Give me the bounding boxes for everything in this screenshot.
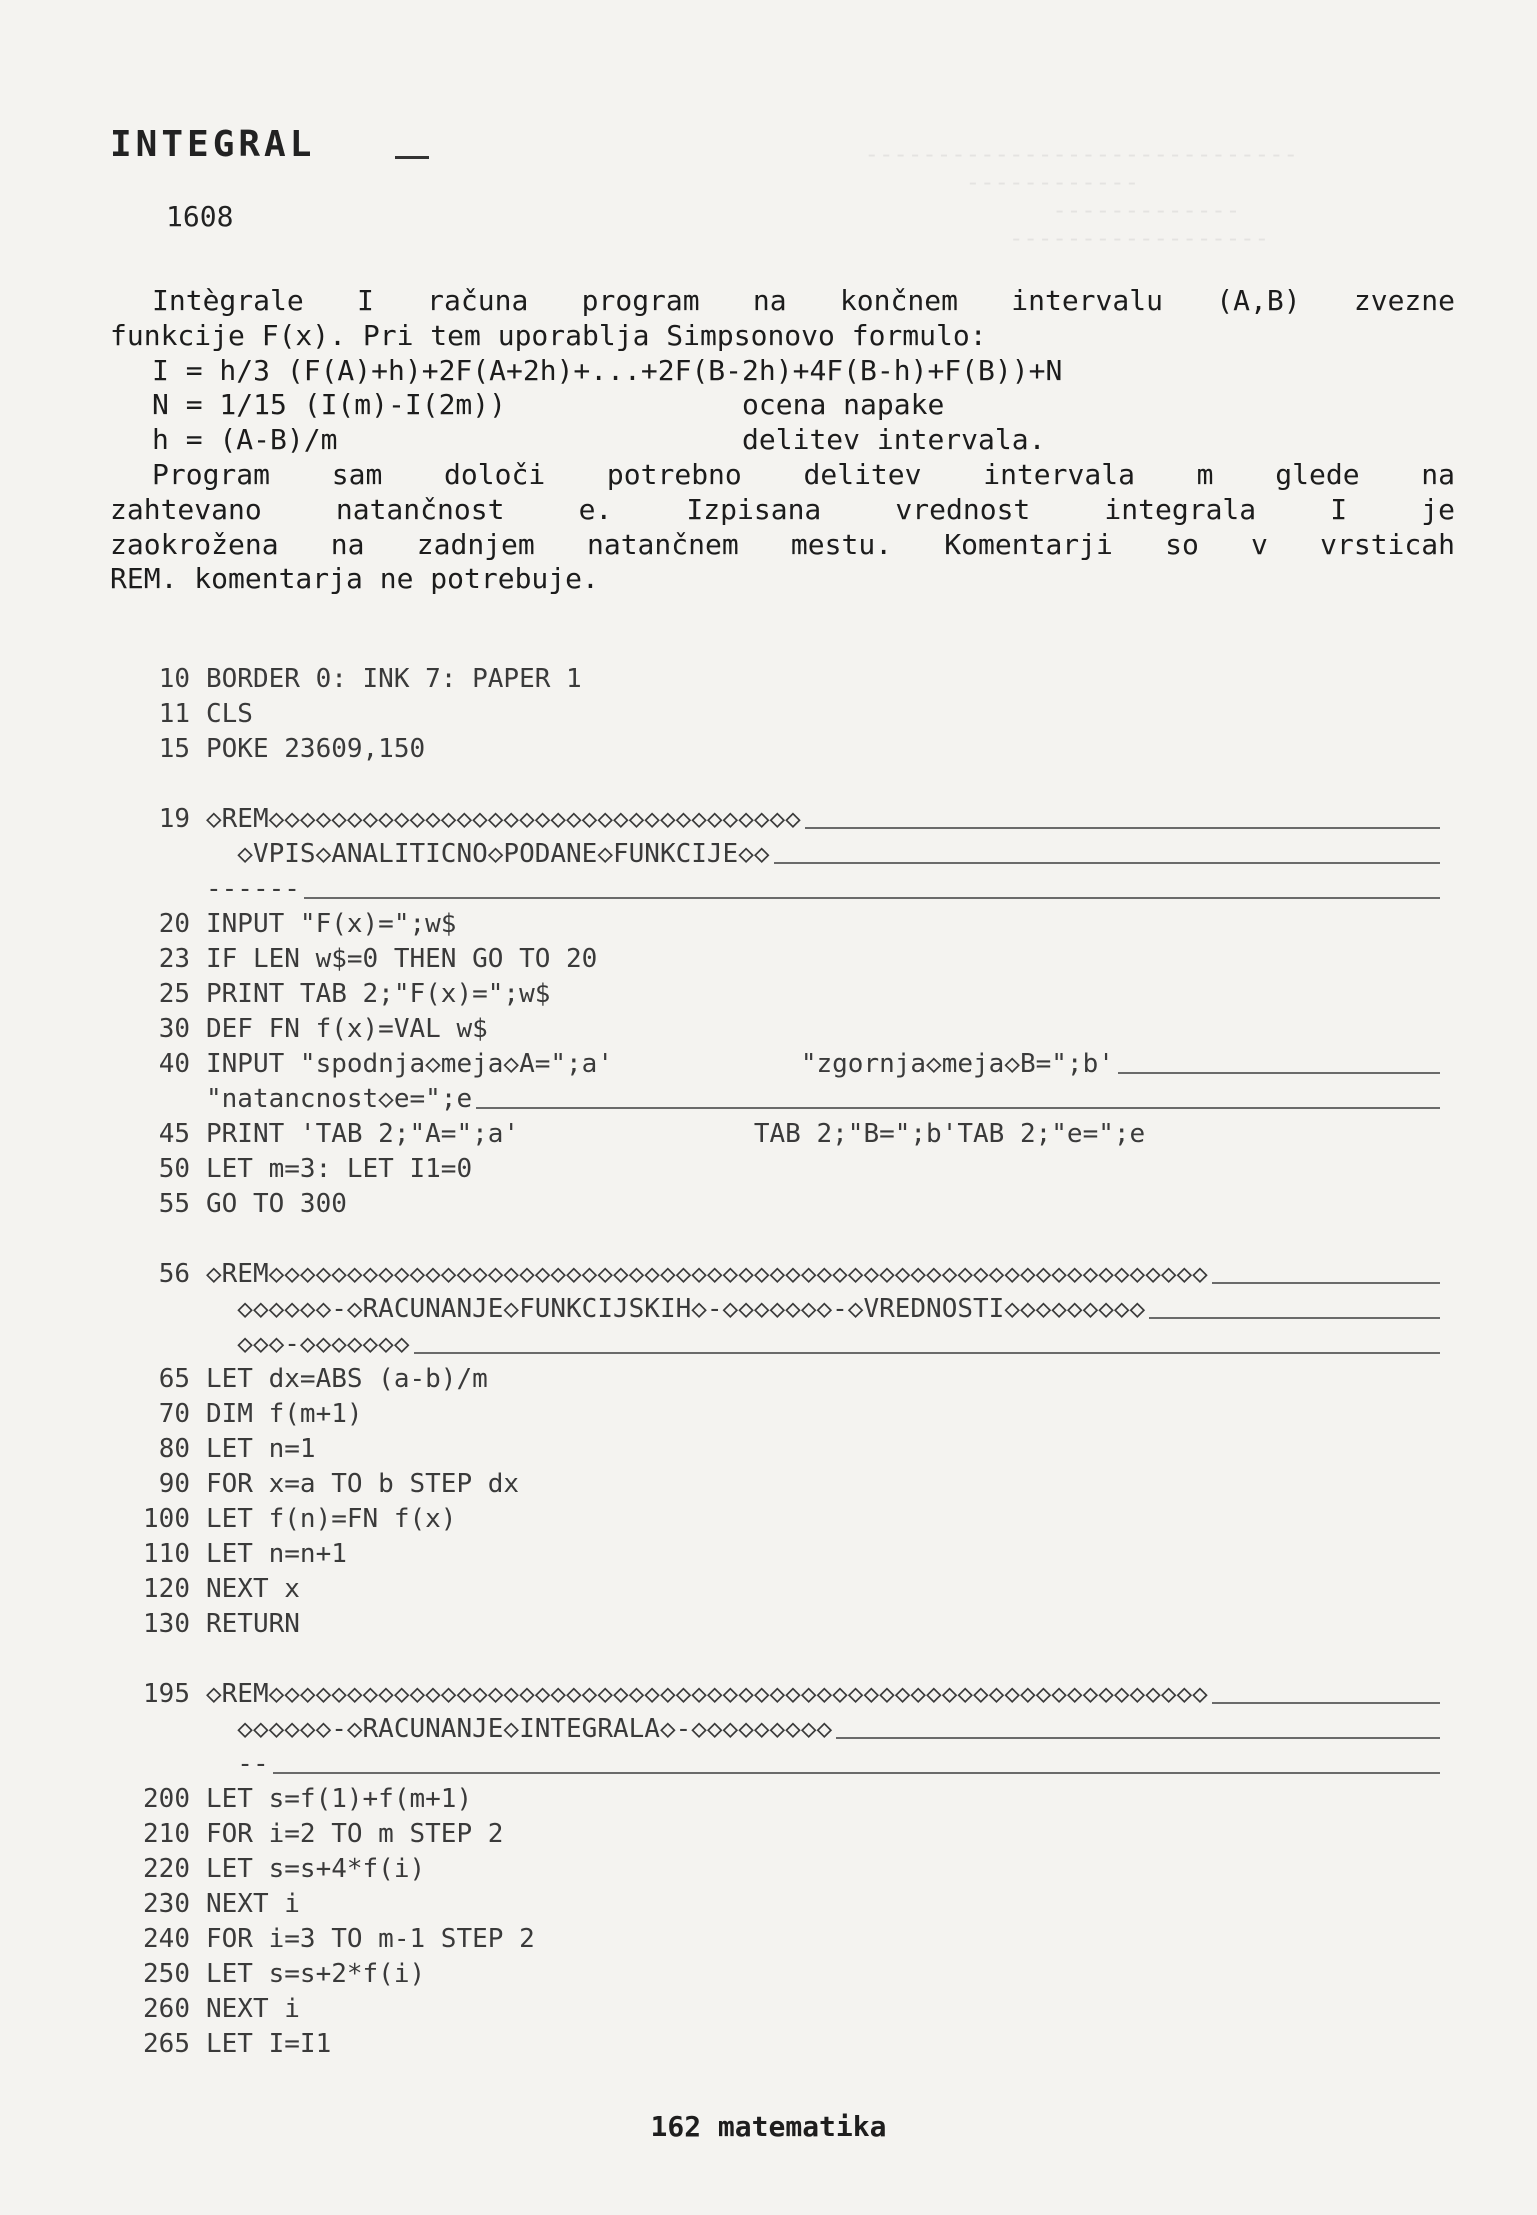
line-number: 50 [158, 1154, 190, 1184]
listing-row [110, 1397, 1440, 1432]
code-text: -- [206, 1749, 269, 1779]
rem-underline [304, 897, 1440, 899]
code-text: LET s=s+4*f(i) [206, 1854, 426, 1884]
title-underline [395, 156, 429, 159]
rem-underline [836, 1737, 1440, 1739]
code-text: LET dx=ABS (a-b)/m [206, 1364, 488, 1394]
code-text: ------ [206, 874, 300, 904]
code-text: ◇REM◇◇◇◇◇◇◇◇◇◇◇◇◇◇◇◇◇◇◇◇◇◇◇◇◇◇◇◇◇◇◇◇◇◇ [206, 804, 801, 834]
description-line: REM. komentarja ne potrebuje. [110, 562, 599, 596]
line-number: 40 [158, 1049, 190, 1079]
listing-row [110, 1887, 1440, 1922]
code-text: NEXT i [206, 1889, 300, 1919]
line-number: 240 [143, 1924, 190, 1954]
code-text: INPUT "spodnja◇meja◇A=";a' "zgornja◇meja◇B=";b' [206, 1049, 1114, 1079]
code-text: NEXT x [206, 1574, 300, 1604]
description-line: zaokrožena na zadnjem natančnem mestu. Komentarji so v vrsticah [110, 527, 1455, 561]
line-number: 20 [158, 909, 190, 939]
code-text: ◇◇◇◇◇◇-◇RACUNANJE◇INTEGRALA◇-◇◇◇◇◇◇◇◇◇ [206, 1714, 833, 1744]
listing-row [110, 1362, 1440, 1397]
code-text: FOR i=2 TO m STEP 2 [206, 1819, 504, 1849]
line-number: 56 [158, 1259, 190, 1289]
formula-line: I = h/3 (F(A)+h)+2F(A+2h)+...+2F(B-2h)+4F(B-h)+F(B))+N [152, 353, 1063, 387]
listing-row [110, 1327, 1440, 1362]
listing-row [110, 1537, 1440, 1572]
code-text: PRINT 'TAB 2;"A=";a' TAB 2;"B=";b'TAB 2;"e=";e [206, 1119, 1146, 1149]
listing-row [110, 1467, 1440, 1502]
listing-row [110, 1677, 1440, 1712]
line-number: 230 [143, 1889, 190, 1919]
line-number: 195 [143, 1679, 190, 1709]
line-number: 11 [158, 699, 190, 729]
rem-underline [476, 1107, 1440, 1109]
line-number: 15 [158, 734, 190, 764]
description [110, 284, 1455, 597]
formula-line: N = 1/15 (I(m)-I(2m)) ocena napake [152, 388, 945, 422]
listing-row [110, 1572, 1440, 1607]
listing-row [110, 907, 1440, 942]
code-text: IF LEN w$=0 THEN GO TO 20 [206, 944, 598, 974]
listing-row [110, 1047, 1440, 1082]
description-line: funkcije F(x). Pri tem uporablja Simpsonovo formulo: [110, 318, 987, 352]
code-text: INPUT "F(x)=";w$ [206, 909, 457, 939]
listing-row [110, 1747, 1440, 1782]
listing-row [110, 697, 1440, 732]
listing-row [110, 1152, 1440, 1187]
line-number: 200 [143, 1784, 190, 1814]
listing-row [110, 1957, 1440, 1992]
listing-row [110, 1992, 1440, 2027]
listing-row [110, 1712, 1440, 1747]
listing-row [110, 2027, 1440, 2062]
code-text: LET m=3: LET I1=0 [206, 1154, 473, 1184]
code-text: BORDER 0: INK 7: PAPER 1 [206, 664, 582, 694]
listing-row [110, 1782, 1440, 1817]
bleed-through: ------------------------------ ------------ ------------- ------------------ [864, 140, 1298, 252]
listing-row [110, 1117, 1440, 1152]
formula-line: h = (A-B)/m delitev intervala. [152, 423, 1046, 457]
listing-row [110, 1012, 1440, 1047]
line-number: 45 [158, 1119, 190, 1149]
code-text: RETURN [206, 1609, 300, 1639]
listing-row [110, 872, 1440, 907]
description-line: Intègrale I računa program na končnem intervalu (A,B) zvezne [152, 284, 1455, 317]
listing-row [110, 942, 1440, 977]
rem-underline [1149, 1317, 1440, 1319]
listing-row [110, 802, 1440, 837]
line-number: 19 [158, 804, 190, 834]
code-text: DIM f(m+1) [206, 1399, 363, 1429]
code-text: "natancnost◇e=";e [206, 1084, 473, 1114]
line-number: 90 [158, 1469, 190, 1499]
line-number: 100 [143, 1504, 190, 1534]
code-text: ◇◇◇-◇◇◇◇◇◇◇ [206, 1329, 410, 1359]
code-text: DEF FN f(x)=VAL w$ [206, 1014, 488, 1044]
line-number: 80 [158, 1434, 190, 1464]
listing-row [110, 1432, 1440, 1467]
code-text: FOR x=a TO b STEP dx [206, 1469, 520, 1499]
code-text: CLS [206, 699, 253, 729]
line-number: 220 [143, 1854, 190, 1884]
line-number: 30 [158, 1014, 190, 1044]
code-text: LET n=n+1 [206, 1539, 347, 1569]
basic-listing [110, 662, 1440, 2062]
listing-row [110, 1642, 1440, 1677]
line-number: 70 [158, 1399, 190, 1429]
listing-row [110, 1922, 1440, 1957]
listing-row [110, 1817, 1440, 1852]
page-title: INTEGRAL [110, 124, 316, 165]
line-number: 120 [143, 1574, 190, 1604]
listing-row [110, 1222, 1440, 1257]
listing-row [110, 1187, 1440, 1222]
rem-underline [414, 1352, 1441, 1354]
line-number: 250 [143, 1959, 190, 1989]
rem-underline [1212, 1702, 1440, 1704]
code-text: PRINT TAB 2;"F(x)=";w$ [206, 979, 551, 1009]
line-number: 210 [143, 1819, 190, 1849]
program-code: 1608 [166, 200, 234, 233]
listing-row [110, 977, 1440, 1012]
code-text: FOR i=3 TO m-1 STEP 2 [206, 1924, 535, 1954]
line-number: 55 [158, 1189, 190, 1219]
code-text: ◇REM◇◇◇◇◇◇◇◇◇◇◇◇◇◇◇◇◇◇◇◇◇◇◇◇◇◇◇◇◇◇◇◇◇◇◇◇◇◇◇◇◇◇◇◇◇◇◇◇◇◇◇◇◇◇◇◇◇◇◇◇ [206, 1679, 1208, 1709]
code-text: GO TO 300 [206, 1189, 347, 1219]
code-text: LET s=f(1)+f(m+1) [206, 1784, 473, 1814]
code-text: LET n=1 [206, 1434, 316, 1464]
code-text: ◇◇◇◇◇◇-◇RACUNANJE◇FUNKCIJSKIH◇-◇◇◇◇◇◇◇-◇VREDNOSTI◇◇◇◇◇◇◇◇◇ [206, 1294, 1146, 1324]
line-number: 25 [158, 979, 190, 1009]
listing-row [110, 732, 1440, 767]
description-line: Program sam določi potrebno delitev intervala m glede na [152, 457, 1455, 491]
listing-row [110, 767, 1440, 802]
code-text: NEXT i [206, 1994, 300, 2024]
page-footer: 162 matematika [650, 2110, 887, 2143]
line-number: 65 [158, 1364, 190, 1394]
code-text: ◇REM◇◇◇◇◇◇◇◇◇◇◇◇◇◇◇◇◇◇◇◇◇◇◇◇◇◇◇◇◇◇◇◇◇◇◇◇◇◇◇◇◇◇◇◇◇◇◇◇◇◇◇◇◇◇◇◇◇◇◇◇ [206, 1259, 1208, 1289]
code-text: POKE 23609,150 [206, 734, 426, 764]
listing-row [110, 1257, 1440, 1292]
listing-row [110, 1082, 1440, 1117]
listing-row [110, 1292, 1440, 1327]
line-number: 23 [158, 944, 190, 974]
code-text: ◇VPIS◇ANALITICNO◇PODANE◇FUNKCIJE◇◇ [206, 839, 770, 869]
rem-underline [1118, 1072, 1440, 1074]
code-text: LET I=I1 [206, 2029, 332, 2059]
listing-row [110, 1852, 1440, 1887]
listing-row [110, 1502, 1440, 1537]
description-line: zahtevano natančnost e. Izpisana vrednost integrala I je [110, 492, 1455, 526]
line-number: 265 [143, 2029, 190, 2059]
rem-underline [1212, 1282, 1440, 1284]
line-number: 110 [143, 1539, 190, 1569]
rem-underline [805, 827, 1440, 829]
line-number: 10 [158, 664, 190, 694]
rem-underline [774, 862, 1440, 864]
code-text: LET f(n)=FN f(x) [206, 1504, 457, 1534]
listing-row [110, 662, 1440, 697]
listing-row [110, 1607, 1440, 1642]
line-number: 130 [143, 1609, 190, 1639]
code-text: LET s=s+2*f(i) [206, 1959, 426, 1989]
listing-row [110, 837, 1440, 872]
rem-underline [273, 1772, 1440, 1774]
line-number: 260 [143, 1994, 190, 2024]
